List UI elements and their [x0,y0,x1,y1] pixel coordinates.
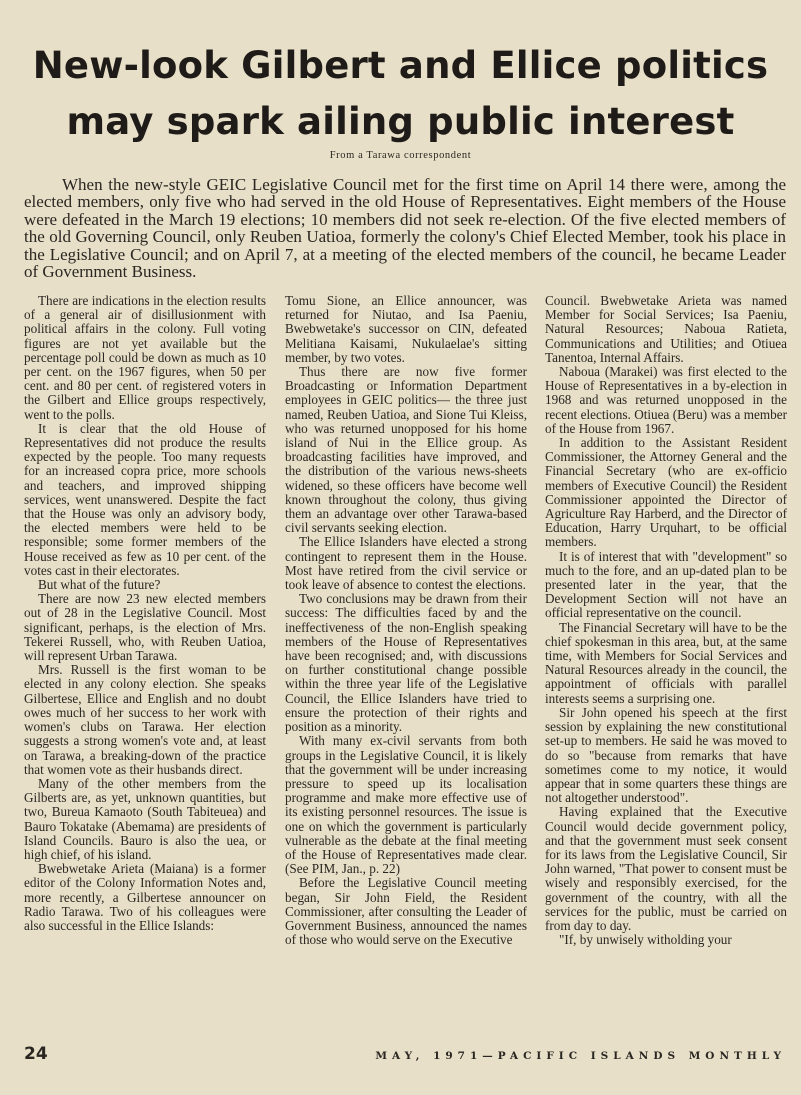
paragraph: Thus there are now five former Broadcasting or Information Department employees in GEIC politics— the three just named, Reuben Uatioa, and Sione Tui Kleiss, who was returned unopposed for his home island of Nui in the Ellice group. As broadcasting facilities have improved, and the distribution of the various news-sheets widened, so these officers have become well known throughout the colony, thus giving them an advantage over other Tarawa-based civil servants seeking election. [285,364,527,536]
page-footer [24,1044,786,1070]
paragraph: The Financial Secretary will have to be the chief spokesman in this area, but, at the same time, with Members for Social Services and Natural Resources already in the council, the appointment of officials with parallel interests seems a surprising one. [545,619,787,706]
paragraph: It is clear that the old House of Representatives did not produce the results expected by the people. Too many requests for an increased copra price, more schools and teachers, and improved shipping services, went unanswered. Despite the fact that the House was only an advisory body, the elected members were held to be responsible; some former members of the House received as few as 10 per cent. of the votes cast in their electorates. [24,420,266,578]
paragraph: Sir John opened his speech at the first session by explaining the new constitutional set-up to members. He said he was moved to do so "because from remarks that have sometimes come to my notice, it would appear that in some quarters these things are not altogether understood". [545,704,787,806]
column-1 [24,294,266,1036]
paragraph: But what of the future? [38,577,161,593]
byline: From a Tarawa correspondent [329,150,472,161]
paragraph: Mrs. Russell is the first woman to be elected in any colony election. She speaks Gilbertese, Ellice and English and no doubt owes much of her success to her work with women's clubs on Tarawa. Her election suggests a strong women's vote and, at least on Tarawa, a breaking-down of the practice that women vote as their husbands direct. [24,662,266,777]
paragraph: There are indications in the election results of a general air of disillusionment with political affairs in the colony. Full voting figures are not yet available but the percentage poll could be down as much as 10 per cent. on the 1967 figures, when 50 per cent. and 80 per cent. of registered voters in the Gilbert and Ellice groups respectively, went to the polls. [24,294,266,422]
paragraph: Council. Bwebwetake Arieta was named Member for Social Services; Isa Paeniu, Natural Resources; Naboua Ratieta, Communications and Utilities; and Otiuea Tanentoa, Internal Affairs. [545,294,787,365]
paragraph: Naboua (Marakei) was first elected to the House of Representatives in a by-election in 1968 and was returned unopposed in the recent elections. Otiuea (Beru) was a member of the House from 1967. [545,364,787,436]
paragraph: Two conclusions may be drawn from their success: The difficulties faced by and the ineffectiveness of the non-English speaking members of the House of Representatives have been recognised; and, with discussions on further constitutional change possible within the three year life of the Legislative Council, the Ellice Islanders have tried to ensure the protection of their rights and position as a minority. [285,591,527,735]
column-2 [285,294,527,1036]
paragraph: In addition to the Assistant Resident Commissioner, the Attorney General and the Financial Secretary (who are ex-officio members of Executive Council) the Resident Commissioner appointed the Director of Agriculture Ray Harberd, and the Director of Education, Harry Urquhart, to be official members. [545,435,787,550]
paragraph: Bwebwetake Arieta (Maiana) is a former editor of the Colony Information Notes and, more recently, a Gilbertese announcer on Radio Tarawa. Two of his colleagues were also successful in the Ellice Islands: [24,861,266,933]
paragraph: The Ellice Islanders have elected a strong contingent to represent them in the House. Most have retired from the civil service or took leave of absence to contest the elections. [285,534,527,593]
paragraph: With many ex-civil servants from both groups in the Legislative Council, it is likely that the government will be under increasing pressure to speed up its localisation programme and make more effective use of its existing personnel resources. The issue is one on which the government is particularly vulnerable as the debate at the final meeting of the House of Representatives made clear. (See PIM, Jan., p. 22) [285,733,527,877]
paragraph: It is of interest that with "development" so much to the fore, and an up-dated plan to be presented later in the year, that the Development Section will not have an official representative on the council. [545,548,787,621]
paragraph: "If, by unwisely witholding your [559,932,732,948]
paragraph: Having explained that the Executive Council would decide government policy, and that the government must seek consent for its laws from the Legislative Council, Sir John warned, "That power to consent must be wisely and responsibly exercised, for the government of the country, with all the services for the public, must be carried on from day to day. [545,804,787,933]
page-number: 24 [24,1044,48,1064]
headline: New-look Gilbert and Ellice politics may spark ailing public interest [32,44,769,143]
paragraph: Tomu Sione, an Ellice announcer, was returned for Niutao, and Isa Paeniu, Bwebwetake's successor on CIN, defeated Melitiana Kaisami, Nukulaelae's sitting member, by two votes. [285,294,527,365]
column-3 [545,294,787,1036]
paragraph: There are now 23 new elected members out of 28 in the Legislative Council. Most significant, perhaps, is the election of Mrs. Tekerei Russell, who, with Reuben Uatioa, will represent Urban Tarawa. [24,591,266,664]
journal-masthead: MAY, 1971—PACIFIC ISLANDS MONTHLY [375,1050,786,1062]
paragraph: Before the Legislative Council meeting began, Sir John Field, the Resident Commissioner, after consulting the Leader of Government Business, announced the names of those who would serve on the Executive [285,875,527,948]
paragraph: Many of the other members from the Gilberts are, as yet, unknown quantities, but two, Bureua Kamaoto (South Tabiteuea) and Bauro Tokatake (Abemama) are presidents of Island Councils. Bauro is also the uea, or high chief, of his island. [24,775,266,862]
intro-paragraph: When the new-style GEIC Legislative Council met for the first time on April 14 there were, among the elected members, only five who had served in the old House of Representatives. Eight members of the House were defeated in the March 19 elections; 10 members did not seek re-election. Of the five elected members of the old Governing Council, only Reuben Uatioa, formerly the colony's Chief Elected Member, took his place in the Legislative Council; and on April 7, at a meeting of the elected members of the council, he became Leader of Government Business. [24,175,786,282]
